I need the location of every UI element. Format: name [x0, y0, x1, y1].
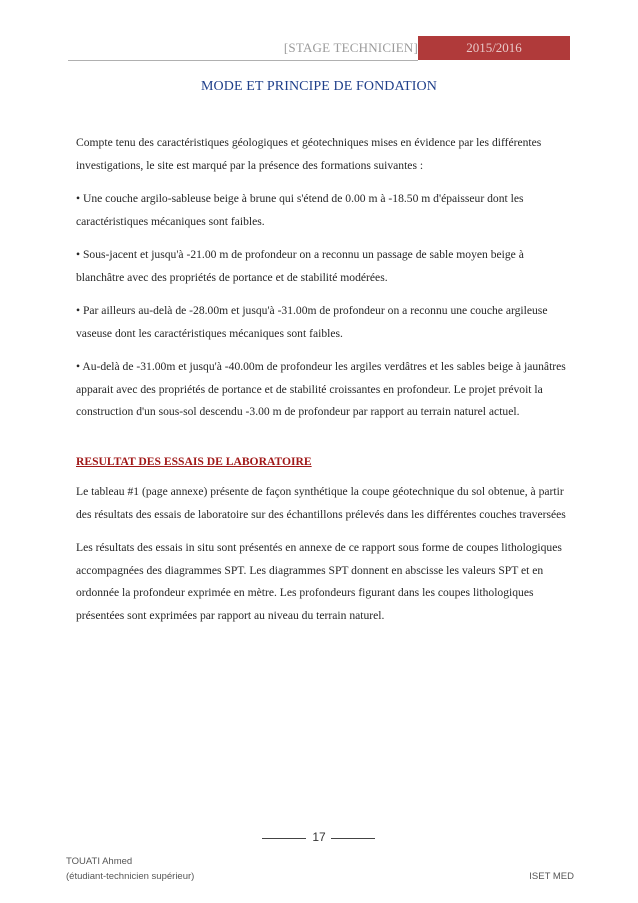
paragraph: • Une couche argilo-sableuse beige à brune qui s'étend de 0.00 m à -18.50 m d'épaisseur dont les caractéristiques mécaniques sont faibles. [76, 192, 524, 228]
page-title: MODE ET PRINCIPE DE FONDATION [201, 79, 437, 94]
footer-role: (étudiant-technicien supérieur) [66, 871, 195, 882]
header-year-badge: 2015/2016 [418, 36, 570, 60]
page-footer [66, 854, 574, 884]
section-heading: RESULTAT DES ESSAIS DE LABORATOIRE [76, 454, 312, 468]
document-body [76, 132, 566, 638]
footer-institution: ISET MED [529, 871, 574, 882]
header-rule [68, 60, 418, 61]
paragraph: Le tableau #1 (page annexe) présente de façon synthétique la coupe géotechnique du sol obtenue, à partir des résultats des essais de laboratoire sur des échantillons prélevés dans les différentes couches traversées [76, 485, 566, 521]
header-title: [STAGE TECHNICIEN] [283, 40, 418, 55]
page-number-rule-right [331, 838, 375, 839]
page-number: 17 [312, 830, 326, 844]
paragraph: Compte tenu des caractéristiques géologiques et géotechniques mises en évidence par les différentes investigations, le site est marqué par la présence des formations suivantes : [76, 136, 542, 172]
footer-author: TOUATI Ahmed [66, 856, 133, 867]
paragraph: • Au-delà de -31.00m et jusqu'à -40.00m de profondeur les argiles verdâtres et les sables beige à jaunâtres apparait avec des propriétés de portance et de stabilité croissantes en profondeur. Le projet prévoit la construction d'un sous-sol descendu -3.00 m de profondeur par rapport au terrain naturel actuel. [76, 360, 566, 418]
paragraph: • Par ailleurs au-delà de -28.00m et jusqu'à -31.00m de profondeur on a reconnu une couche argileuse vaseuse dont les caractéristiques mécaniques sont faibles. [76, 304, 548, 340]
paragraph: • Sous-jacent et jusqu'à -21.00 m de profondeur on a reconnu un passage de sable moyen beige à blanchâtre avec des propriétés de portance et de stabilité modérées. [76, 248, 524, 284]
page-header [68, 36, 570, 60]
paragraph: Les résultats des essais in situ sont présentés en annexe de ce rapport sous forme de coupes lithologiques accompagnées des diagrammes SPT. Les diagrammes SPT donnent en abscisse les valeurs SPT et en ordonnée la profondeur exprimée en mètre. Les profondeurs figurant dans les coupes lithologiques présentées sont exprimées par rapport au niveau du terrain naturel. [76, 541, 562, 622]
